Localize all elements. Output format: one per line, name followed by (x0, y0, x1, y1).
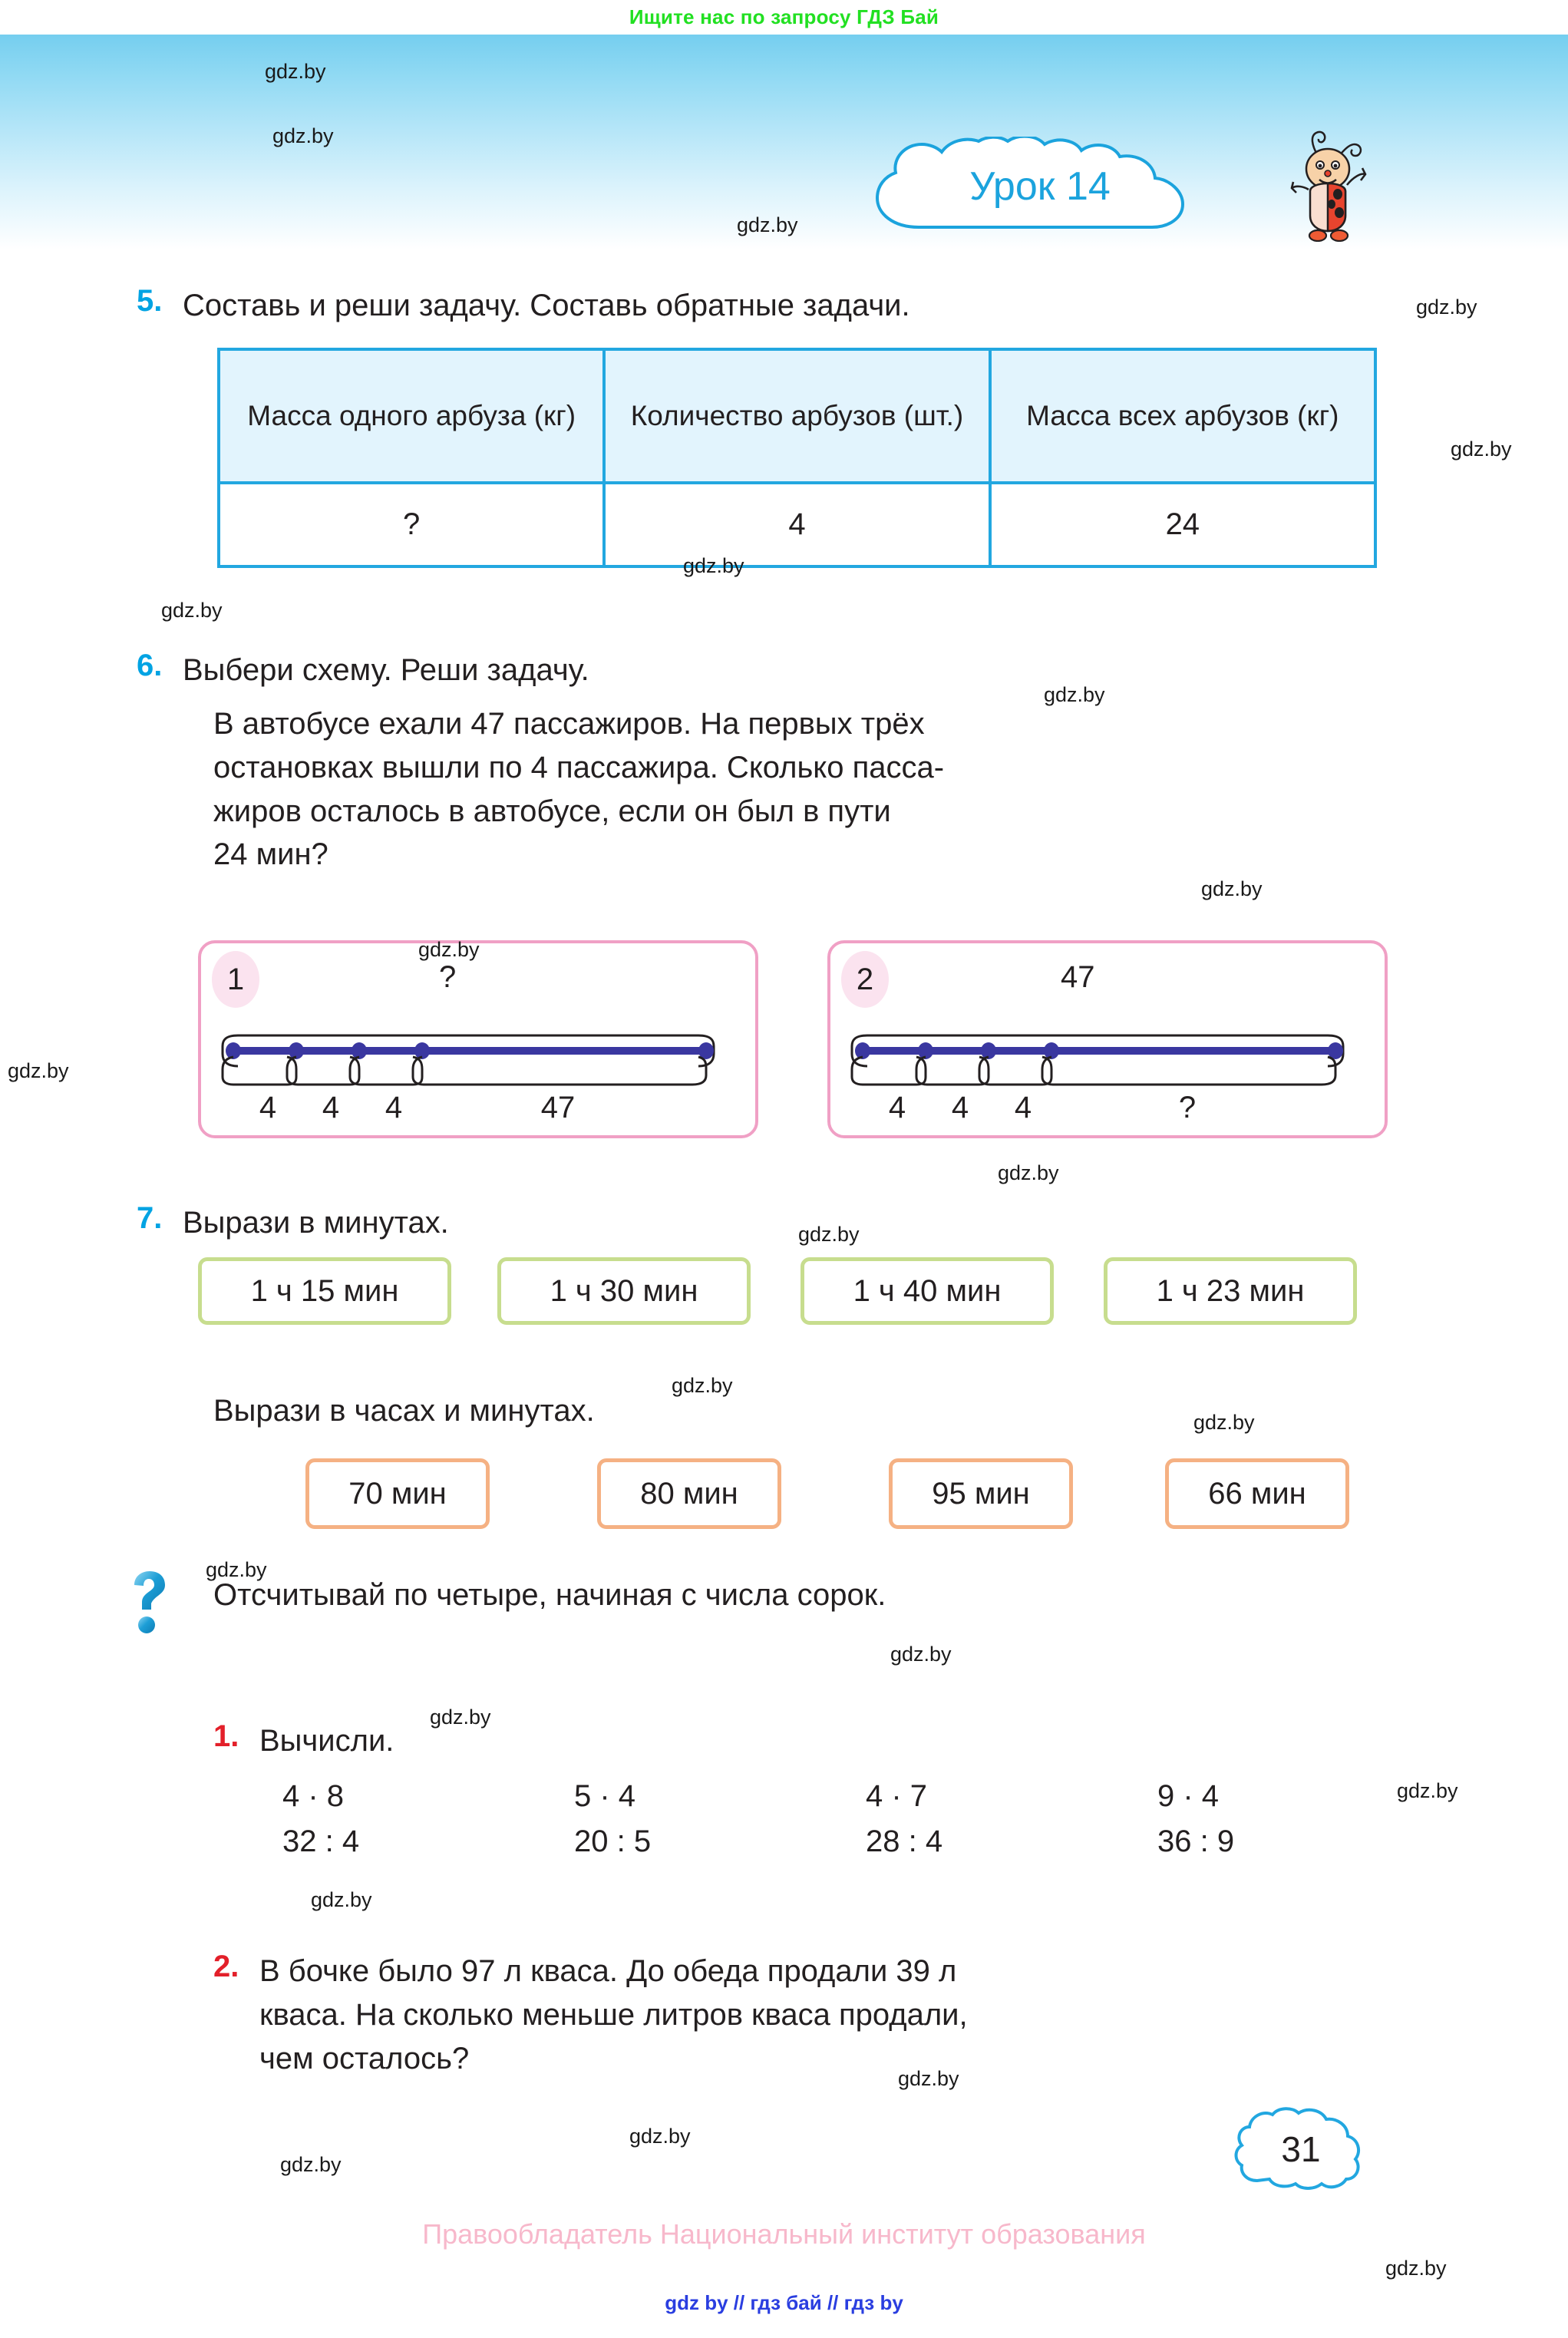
scheme-1-segment-label: 4 (259, 1091, 277, 1124)
minutes-chip-66[interactable]: 66 мин (1165, 1458, 1349, 1529)
task-6 (137, 649, 1441, 692)
homework-expressions (282, 1779, 1449, 1859)
expression-row-multiply (282, 1779, 1449, 1814)
minutes-chip-70[interactable]: 70 мин (305, 1458, 490, 1529)
watermark: gdz.by (311, 1888, 372, 1911)
watermark: gdz.by (418, 938, 480, 961)
table-cell-unknown: ? (403, 507, 421, 542)
homework-task-2-line: В бочке было 97 л кваса. До обеда продали 39 л (259, 1954, 957, 1988)
task-6-line: 24 мин? (213, 837, 328, 872)
task-6-line: жиров осталось в автобусе, если он был в пути (213, 794, 891, 828)
scheme-1-segment-label: 47 (540, 1091, 576, 1124)
watermark: gdz.by (798, 1223, 860, 1246)
time-chip-1h40[interactable]: 1 ч 40 мин (801, 1257, 1054, 1325)
site-link[interactable]: gdz by // гдз бай // гдз by (665, 2291, 903, 2314)
scheme-2-top-label: 47 (1061, 960, 1095, 994)
watermark: gdz.by (280, 2153, 342, 2176)
expression-cell: 20 : 5 (574, 1824, 652, 1858)
homework-task-2-number: 2. (213, 1950, 239, 1983)
think-task-text: Отсчитывай по четыре, начиная с числа сорок. (213, 1578, 886, 1612)
homework-task-2-line: чем осталось? (259, 2041, 470, 2075)
task-6-number: 6. (137, 649, 163, 682)
lesson-title-cloud (848, 137, 1232, 240)
task-7-number: 7. (137, 1201, 163, 1235)
task-7-prompt-minutes: Вырази в минутах. (183, 1206, 449, 1240)
watermelon-table (217, 348, 1377, 568)
watermark: gdz.by (1416, 296, 1477, 319)
scheme-2-segment-label: 4 (951, 1091, 969, 1124)
lesson-title-text: Урок 14 (969, 163, 1111, 209)
scheme-2-segment-label: ? (1178, 1091, 1197, 1124)
table-header-cell: Количество арбузов (шт.) (602, 351, 988, 481)
expression-cell: 36 : 9 (1157, 1824, 1235, 1858)
table-header-cell: Масса одного арбуза (кг) (247, 399, 576, 431)
homework-task-2-line: кваса. На сколько меньше литров кваса продали, (259, 1997, 968, 2032)
watermark: gdz.by (272, 124, 334, 147)
expression-cell: 5 · 4 (574, 1779, 636, 1813)
promo-banner-text: Ищите нас по запросу ГДЗ Бай (629, 5, 939, 28)
minutes-chip-95[interactable]: 95 мин (889, 1458, 1073, 1529)
table-cell-count: 4 (602, 484, 988, 565)
watermark: gdz.by (683, 554, 744, 577)
watermark: gdz.by (1044, 683, 1105, 706)
time-chip-1h30[interactable]: 1 ч 30 мин (497, 1257, 751, 1325)
watermark: gdz.by (1397, 1779, 1458, 1802)
minutes-chip-80[interactable]: 80 мин (597, 1458, 781, 1529)
expression-cell: 28 : 4 (866, 1824, 943, 1858)
table-cell-total: 24 (989, 484, 1374, 565)
task-6-line: В автобусе ехали 47 пассажиров. На первых трёх (213, 707, 925, 741)
question-mark-icon (127, 1570, 169, 1639)
expression-cell: 4 · 7 (866, 1779, 928, 1813)
task-6-prompt: Выбери схему. Реши задачу. (183, 653, 589, 687)
scheme-1-segment-label: 4 (322, 1091, 340, 1124)
task-5-number: 5. (137, 284, 163, 318)
scheme-badge: 1 (212, 951, 259, 1008)
watermark: gdz.by (1201, 877, 1263, 900)
homework-task-2-body (259, 1950, 1426, 2080)
scheme-badge: 2 (841, 951, 889, 1008)
task-7 (137, 1201, 1441, 1245)
watermark: gdz.by (206, 1558, 267, 1581)
expression-cell: 4 · 8 (282, 1779, 345, 1813)
scheme-2-segment-label: 4 (1014, 1091, 1032, 1124)
watermark: gdz.by (265, 60, 326, 83)
expression-cell: 32 : 4 (282, 1824, 360, 1858)
scheme-option-1[interactable] (198, 940, 758, 1138)
homework-task-1-number: 1. (213, 1719, 239, 1753)
task-5-prompt: Составь и реши задачу. Составь обратные задачи. (183, 289, 910, 322)
scheme-1-segment-label: 4 (385, 1091, 403, 1124)
watermark: gdz.by (737, 213, 798, 236)
expression-cell: 9 · 4 (1157, 1779, 1220, 1813)
scheme-2-segment-label: 4 (888, 1091, 906, 1124)
homework-task-1 (213, 1719, 1365, 1763)
task-5 (137, 284, 1441, 328)
time-chip-1h15[interactable]: 1 ч 15 мин (198, 1257, 451, 1325)
scheme-1-top-label: ? (439, 960, 457, 994)
watermark: gdz.by (672, 1374, 733, 1397)
watermark: gdz.by (1451, 438, 1512, 461)
task-6-line: остановках вышли по 4 пассажира. Сколько пасса- (213, 750, 945, 784)
table-header-cell: Масса всех арбузов (кг) (989, 351, 1374, 481)
scheme-option-2[interactable] (827, 940, 1388, 1138)
watermark: gdz.by (1385, 2257, 1447, 2280)
watermark: gdz.by (890, 1643, 952, 1666)
time-chip-1h23[interactable]: 1 ч 23 мин (1104, 1257, 1357, 1325)
task-7-prompt-hours-minutes: Вырази в часах и минутах. (213, 1394, 595, 1428)
watermark: gdz.by (8, 1059, 69, 1082)
copyright-notice: Правообладатель Национальный институт образования (422, 2218, 1146, 2250)
task-6-body (213, 702, 1457, 877)
homework-task-1-prompt: Вычисли. (259, 1724, 394, 1758)
page-number-text: 31 (1281, 2129, 1321, 2169)
watermark: gdz.by (629, 2125, 691, 2148)
watermark: gdz.by (430, 1706, 491, 1729)
page-number-cloud (1228, 2107, 1374, 2191)
expression-row-divide (282, 1824, 1449, 1859)
watermark: gdz.by (998, 1161, 1059, 1184)
watermark: gdz.by (898, 2067, 959, 2090)
watermark: gdz.by (161, 599, 223, 622)
table-header-row (220, 351, 1374, 481)
table-data-row (220, 481, 1374, 565)
homework-task-2 (213, 1950, 1441, 2080)
watermark: gdz.by (1193, 1411, 1255, 1434)
